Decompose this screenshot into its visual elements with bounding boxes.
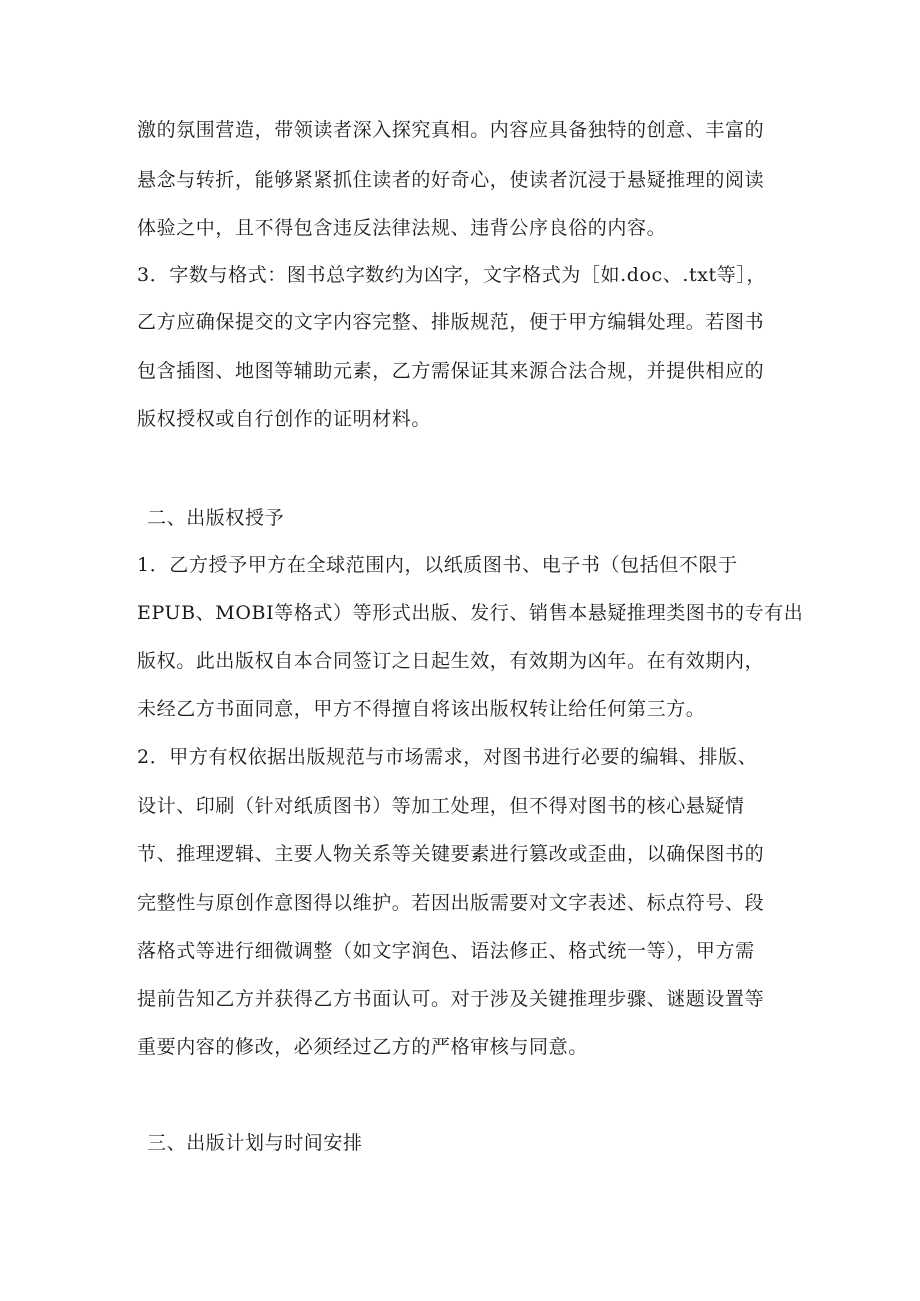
paragraph-line: 体验之中，且不得包含违反法律法规、违背公序良俗的内容。 xyxy=(137,217,667,239)
paragraph-line: 版权。此出版权自本合同签订之日起生效，有效期为凶年。在有效期内， xyxy=(137,650,765,672)
paragraph-line: 完整性与原创作意图得以维护。若因出版需要对文字表述、标点符号、段 xyxy=(137,892,765,914)
paragraph-line: 未经乙方书面同意，甲方不得擅自将该出版权转让给任何第三方。 xyxy=(137,698,706,720)
paragraph-line: 2．甲方有权依据出版规范与市场需求，对图书进行必要的编辑、排版、 xyxy=(137,746,758,768)
paragraph-line: 提前告知乙方并获得乙方书面认可。对于涉及关键推理步骤、谜题设置等 xyxy=(137,988,765,1010)
paragraph-line: 包含插图、地图等辅助元素，乙方需保证其来源合法合规，并提供相应的 xyxy=(137,360,765,382)
paragraph-line: 重要内容的修改，必须经过乙方的严格审核与同意。 xyxy=(137,1036,588,1058)
paragraph-line: 悬念与转折，能够紧紧抓住读者的好奇心，使读者沉浸于悬疑推理的阅读 xyxy=(137,169,765,191)
paragraph-line: 1．乙方授予甲方在全球范围内，以纸质图书、电子书（包括但不限于 xyxy=(137,554,738,576)
paragraph-line: 落格式等进行细微调整（如文字润色、语法修正、格式统一等），甲方需 xyxy=(137,940,755,962)
paragraph-line: 3．字数与格式：图书总字数约为凶字，文字格式为［如.doc、.txt等］， xyxy=(137,264,767,286)
section-heading: 三、出版计划与时间安排 xyxy=(147,1132,363,1154)
paragraph-line: 版权授权或自行创作的证明材料。 xyxy=(137,408,432,430)
paragraph-line: 激的氛围营造，带领读者深入探究真相。内容应具备独特的创意、丰富的 xyxy=(137,119,765,141)
paragraph-line: EPUB、MOBI等格式）等形式出版、发行、销售本悬疑推理类图书的专有出 xyxy=(137,602,804,624)
section-heading: 二、出版权授予 xyxy=(147,507,285,529)
paragraph-line: 乙方应确保提交的文字内容完整、排版规范，便于甲方编辑处理。若图书 xyxy=(137,311,765,333)
paragraph-line: 设计、印刷（针对纸质图书）等加工处理，但不得对图书的核心悬疑情 xyxy=(137,795,745,817)
paragraph-line: 节、推理逻辑、主要人物关系等关键要素进行篡改或歪曲，以确保图书的 xyxy=(137,843,765,865)
